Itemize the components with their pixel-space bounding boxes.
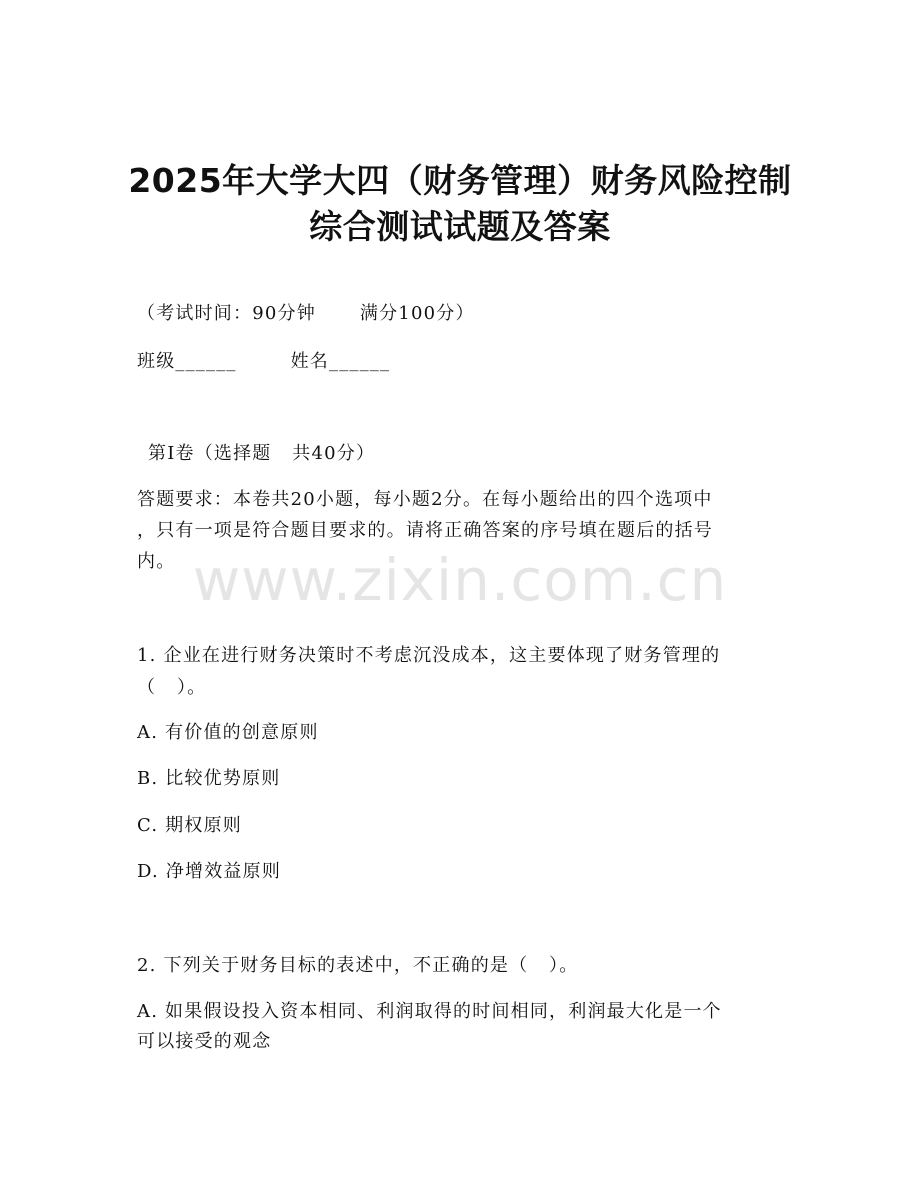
question-2-stem: 2. 下列关于财务目标的表述中，不正确的是（ ）。 <box>137 955 579 976</box>
question-1-option-b: B. 比较优势原则 <box>137 768 281 789</box>
instructions-line-2: ，只有一项是符合题目要求的。请将正确答案的序号填在题后的括号 <box>137 520 713 541</box>
question-1-option-d: D. 净增效益原则 <box>137 861 282 882</box>
question-1-option-c: C. 期权原则 <box>137 815 242 836</box>
question-1-stem-line-1: 1. 企业在进行财务决策时不考虑沉没成本，这主要体现了财务管理的 <box>137 645 721 666</box>
section-heading: 第I卷（选择题 共40分） <box>148 443 376 464</box>
student-fields <box>137 351 390 373</box>
name-field: 姓名______ <box>290 351 391 372</box>
question-2-option-a-line-1: A. 如果假设投入资本相同、利润取得的时间相同，利润最大化是一个 <box>137 1001 722 1022</box>
document-title-line-1: 2025年大学大四（财务管理）财务风险控制 <box>128 161 792 200</box>
exam-time: （考试时间：90分钟 <box>137 303 316 324</box>
question-2-option-a-line-2: 可以接受的观念 <box>137 1031 272 1052</box>
full-score: 满分100分） <box>359 303 475 324</box>
question-1-stem-line-2: （ ）。 <box>137 677 207 698</box>
watermark: www.zixin.com.cn <box>192 546 728 614</box>
instructions-line-1: 答题要求：本卷共20小题，每小题2分。在每小题给出的四个选项中 <box>137 489 713 510</box>
class-field: 班级______ <box>137 351 237 372</box>
exam-info <box>137 303 475 325</box>
instructions-line-3: 内。 <box>137 551 176 572</box>
document-title-line-2: 综合测试试题及答案 <box>309 207 611 246</box>
question-1-option-a: A. 有价值的创意原则 <box>137 722 319 743</box>
